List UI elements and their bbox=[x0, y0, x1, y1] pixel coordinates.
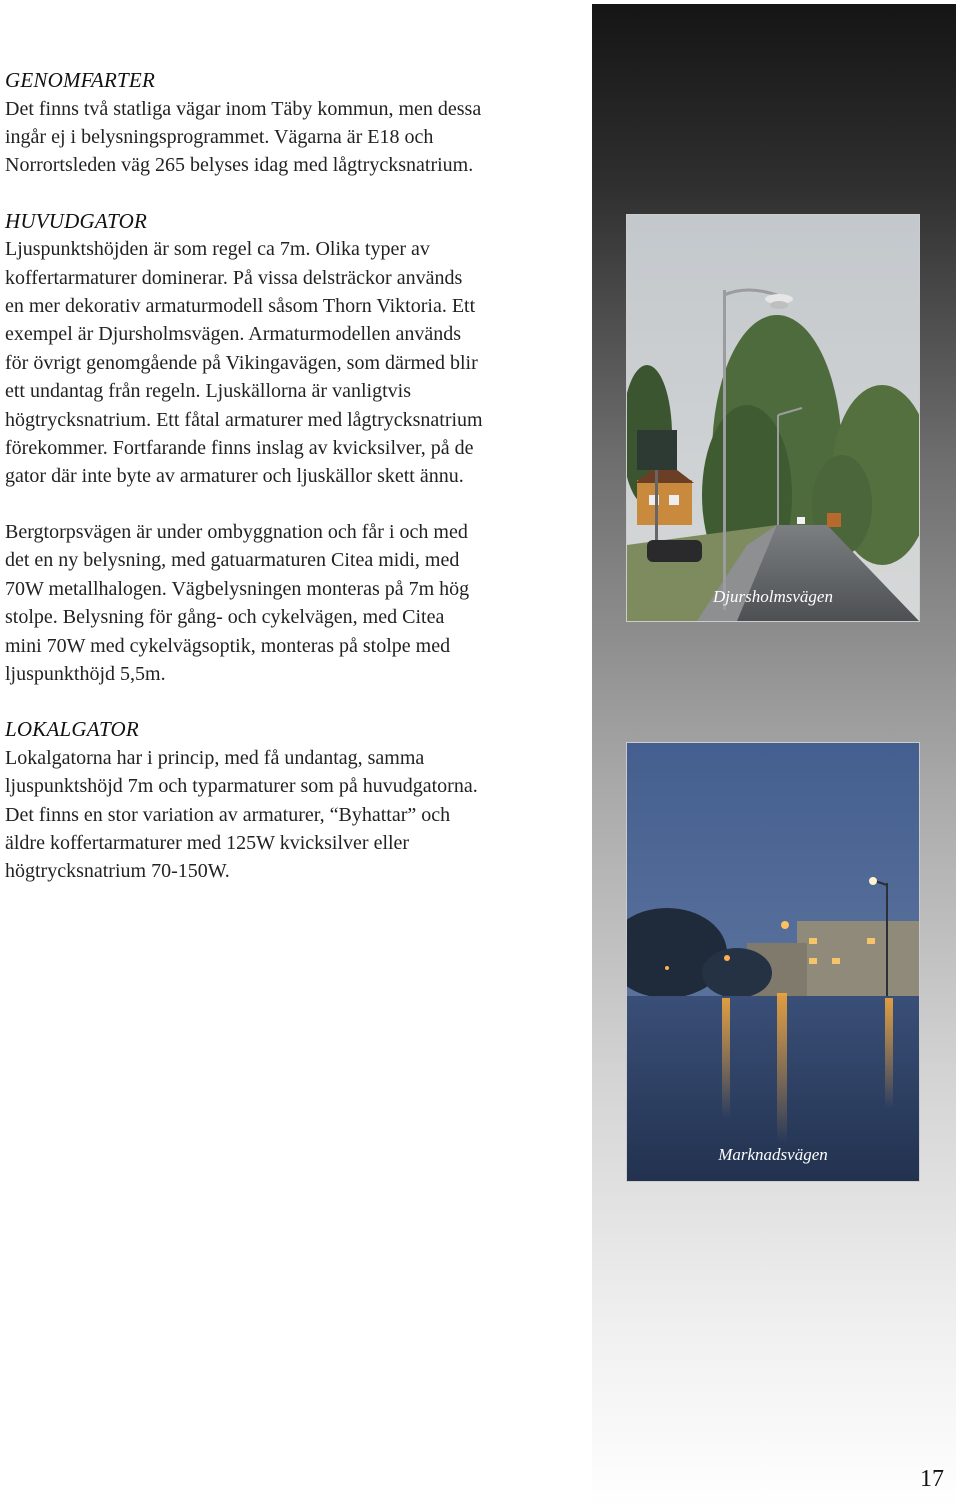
heading-lokalgator: LOKALGATOR bbox=[5, 717, 139, 742]
line: ett undantag från regeln. Ljuskällorna är vanligtvis bbox=[5, 380, 411, 403]
paragraph-huvudgator bbox=[5, 235, 580, 491]
section-huvudgator bbox=[5, 207, 580, 689]
line: Bergtorpsvägen är under ombyggnation och får i och med bbox=[5, 520, 468, 543]
paragraph-lokalgator bbox=[5, 744, 580, 886]
line: 70W metallhalogen. Vägbelysningen monteras på 7m hög bbox=[5, 577, 470, 600]
line: högtrycksnatrium. Ett fåtal armaturer med lågtrycksnatrium bbox=[5, 408, 483, 431]
line: exempel är Djursholmsvägen. Armaturmodellen används bbox=[5, 323, 461, 346]
line: Det finns två statliga vägar inom Täby kommun, men dessa bbox=[5, 97, 482, 120]
line: ljuspunkthöjd 5,5m. bbox=[5, 662, 166, 685]
caption-djursholmsvagen: Djursholmsvägen bbox=[713, 587, 833, 606]
heading-huvudgator: HUVUDGATOR bbox=[5, 208, 147, 233]
paragraph-genomfarter bbox=[5, 95, 580, 180]
street-lamp-day-image bbox=[627, 215, 919, 621]
line: för övrigt genomgående på Vikingavägen, som därmed blir bbox=[5, 351, 478, 374]
section-genomfarter bbox=[5, 66, 580, 180]
photo-djursholmsvagen bbox=[626, 214, 920, 622]
page-number: 17 bbox=[920, 1466, 944, 1492]
line: stolpe. Belysning för gång- och cykelvägen, med Citea bbox=[5, 606, 445, 629]
street-dusk-image bbox=[627, 743, 919, 1181]
paragraph-bergtorpsvagen bbox=[5, 518, 580, 688]
text-column bbox=[5, 66, 580, 913]
line: en mer dekorativ armaturmodell såsom Thorn Viktoria. Ett bbox=[5, 295, 476, 318]
line: Ljuspunktshöjden är som regel ca 7m. Olika typer av bbox=[5, 238, 430, 261]
line: Norrortsleden väg 265 belyses idag med lågtrycksnatrium. bbox=[5, 154, 474, 177]
caption-marknadsvagen: Marknadsvägen bbox=[718, 1145, 828, 1164]
line: högtrycksnatrium 70-150W. bbox=[5, 860, 230, 883]
heading-genomfarter: GENOMFARTER bbox=[5, 68, 155, 92]
line: Lokalgatorna har i princip, med få undantag, samma bbox=[5, 746, 425, 769]
line: det en ny belysning, med gatuarmaturen Citea midi, med bbox=[5, 549, 460, 572]
photo-marknadsvagen bbox=[626, 742, 920, 1182]
section-lokalgator bbox=[5, 715, 580, 886]
line: ljuspunktshöjd 7m och typarmaturer som på huvudgatorna. bbox=[5, 775, 478, 798]
line: gator där inte byte av armaturer och ljuskällor skett ännu. bbox=[5, 465, 464, 488]
line: förekommer. Fortfarande finns inslag av kvicksilver, på de bbox=[5, 437, 474, 460]
line: äldre koffertarmaturer med 125W kvicksilver eller bbox=[5, 832, 410, 855]
line: ingår ej i belysningsprogrammet. Vägarna är E18 och bbox=[5, 125, 434, 148]
line: Det finns en stor variation av armaturer, “Byhattar” och bbox=[5, 803, 451, 826]
line: mini 70W med cykelvägsoptik, monteras på stolpe med bbox=[5, 634, 451, 657]
line: koffertarmaturer dominerar. På vissa delsträckor används bbox=[5, 266, 463, 289]
